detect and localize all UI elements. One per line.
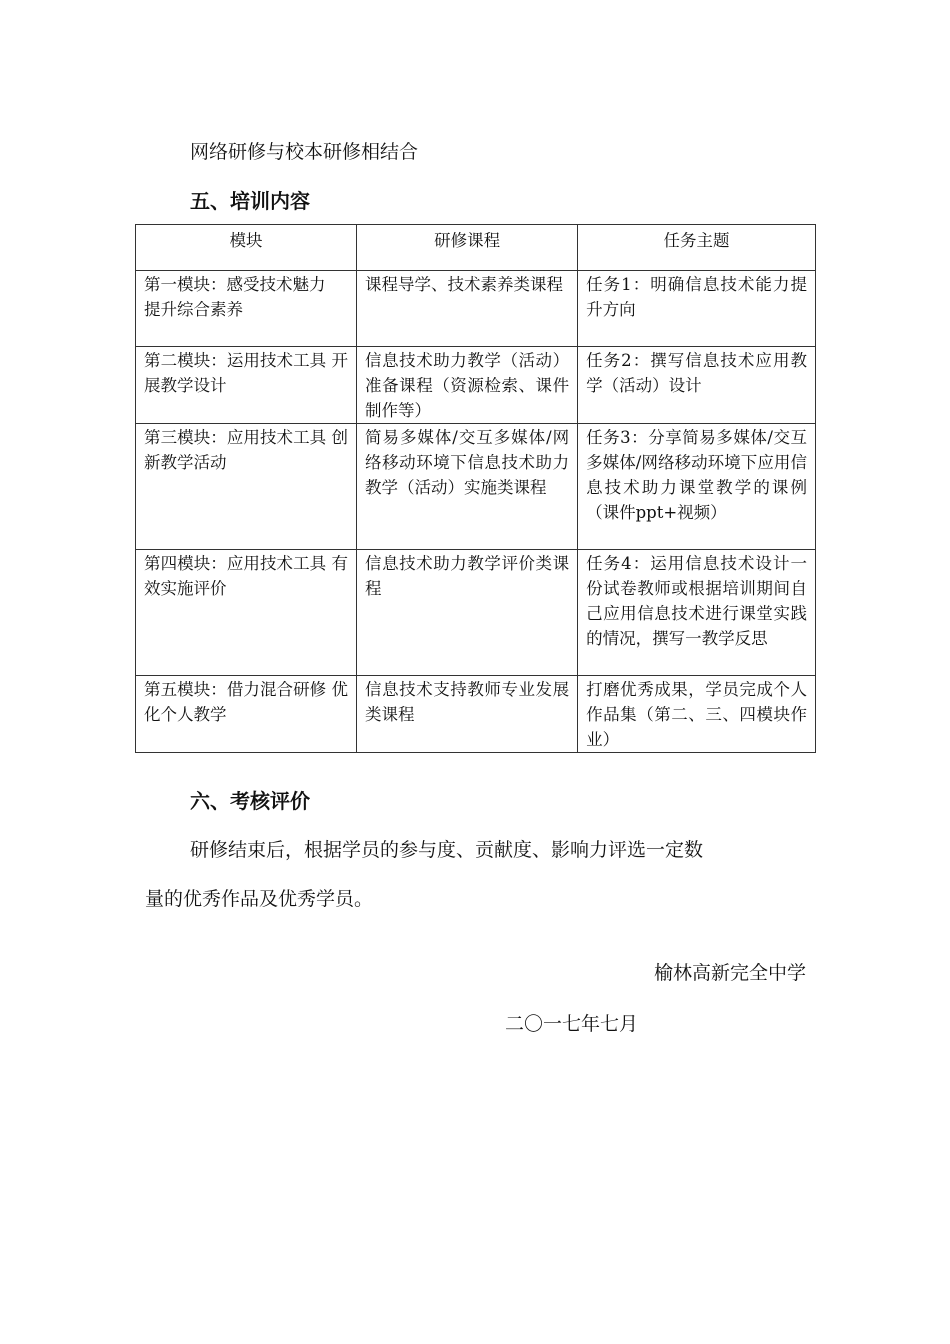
module-title: 第一模块：感受技术魅力: [144, 275, 326, 294]
section-6-heading: 六、考核评价: [190, 789, 310, 813]
module-cell: [136, 271, 357, 347]
table-row: [136, 424, 816, 550]
header-task: 任务主题: [578, 225, 816, 271]
section-5-heading: 五、培训内容: [190, 189, 310, 213]
signature-organization: 榆林高新完全中学: [653, 962, 806, 984]
task-cell: 任务2：撰写信息技术应用教学（活动）设计: [578, 347, 816, 424]
table-row: [136, 550, 816, 676]
evaluation-paragraph-line-1: 研修结束后，根据学员的参与度、贡献度、影响力评选一定数: [190, 839, 704, 861]
table-row: [136, 271, 816, 347]
task-cell: 任务3：分享简易多媒体/交互多媒体/网络移动环境下应用信息技术助力课堂教学的课例（课件ppt+视频）: [578, 424, 816, 550]
training-content-table: [135, 224, 816, 753]
course-cell: 简易多媒体/交互多媒体/网络移动环境下信息技术助力教学（活动）实施类课程: [357, 424, 578, 550]
course-cell: 课程导学、技术素养类课程: [357, 271, 578, 347]
header-module: 模块: [136, 225, 357, 271]
table-row: [136, 347, 816, 424]
signature-date: 二〇一七年七月: [505, 1013, 639, 1035]
task-cell: 任务4：运用信息技术设计一份试卷教师或根据培训期间自己应用信息技术进行课堂实践的情况，撰写一教学反思: [578, 550, 816, 676]
module-cell: 第三模块：应用技术工具 创新教学活动: [136, 424, 357, 550]
course-cell: 信息技术支持教师专业发展类课程: [357, 676, 578, 753]
course-cell: 信息技术助力教学评价类课程: [357, 550, 578, 676]
task-cell: 打磨优秀成果，学员完成个人作品集（第二、三、四模块作业）: [578, 676, 816, 753]
course-cell: 信息技术助力教学（活动）准备课程（资源检索、课件制作等）: [357, 347, 578, 424]
module-cell: 第四模块：应用技术工具 有效实施评价: [136, 550, 357, 676]
table-header-row: [136, 225, 816, 271]
module-subtitle: 提升综合素养: [144, 300, 243, 319]
intro-line: 网络研修与校本研修相结合: [190, 141, 419, 163]
module-cell: 第五模块：借力混合研修 优化个人教学: [136, 676, 357, 753]
module-cell: 第二模块：运用技术工具 开展教学设计: [136, 347, 357, 424]
task-cell: 任务1：明确信息技术能力提升方向: [578, 271, 816, 347]
header-course: 研修课程: [357, 225, 578, 271]
evaluation-paragraph-line-2: 量的优秀作品及优秀学员。: [145, 888, 374, 910]
table-row: [136, 676, 816, 753]
